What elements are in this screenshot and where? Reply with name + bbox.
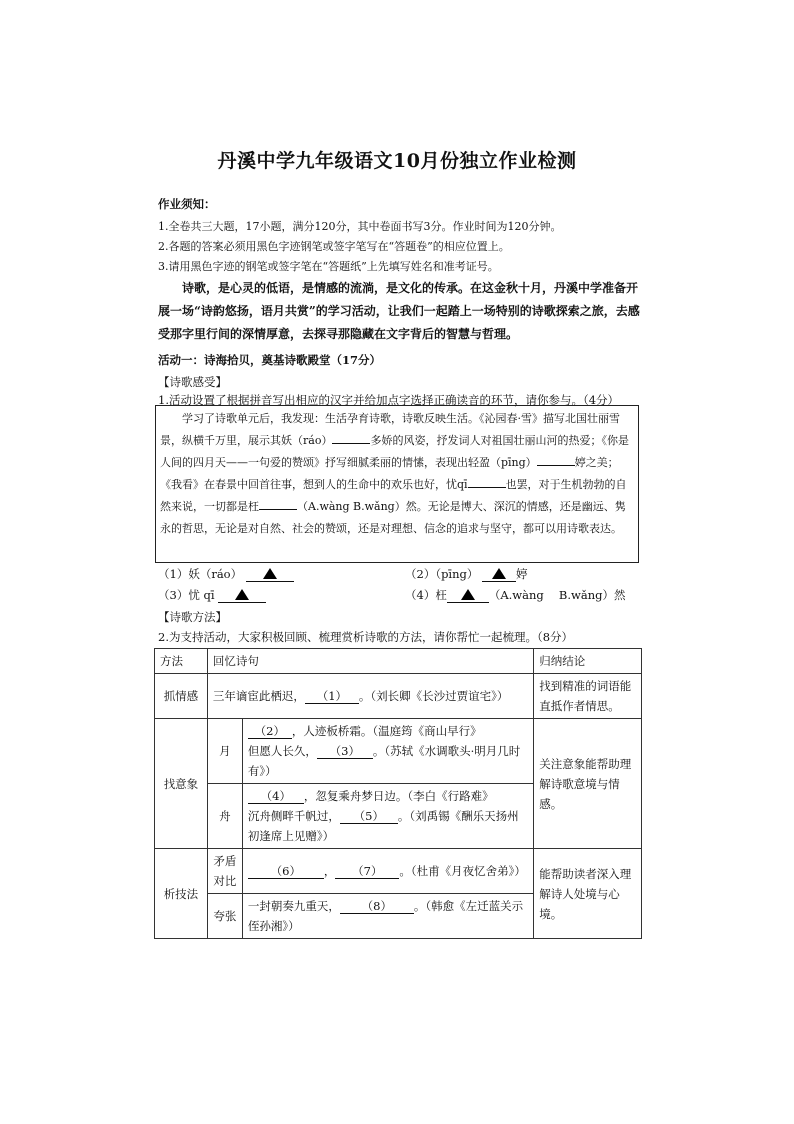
activity-1-heading: 活动一：诗海拾贝，奠基诗歌殿堂（17分） [158,353,382,367]
passage-blank-4 [259,498,297,510]
fill-blank-6[interactable]: （6） [248,865,324,879]
line-text: 沉舟侧畔千帆过， [247,809,340,823]
notice-item-3: 3.请用黑色字迹的钢笔或签字笔在“答题纸”上先填写姓名和准考证号。 [158,260,499,273]
section-heading-feeling: 【诗歌感受】 [158,375,227,389]
table-row [155,719,642,784]
notice-item-1: 1.全卷共三大题，17小题，满分120分，其中卷面书写3分。作业时间为120分钟。 [158,220,562,233]
section-heading-method: 【诗歌方法】 [158,610,227,624]
passage-part-5: （A.wàng B.wǎng）然。无论是博大、深沉的情感，还是幽远、隽永的哲思，无论是对自然、社会的赞颂，还是对理想、信念的追求与坚守，都可以用诗歌表达。 [160,500,626,535]
answer-2 [405,566,528,582]
answer-4-blank[interactable] [447,589,489,603]
answer-2-blank[interactable] [482,568,516,582]
line-text: ， [323,864,336,878]
answer-1-blank[interactable] [246,568,294,582]
line-text: 但愿人长久， [247,744,317,758]
answer-3 [158,587,266,603]
fill-blank-7[interactable]: （7） [335,865,399,879]
table-header-row [155,649,642,674]
sub-label-cell: 舟 [207,784,242,849]
lines-cell [242,719,533,784]
method-cell: 析技法 [155,849,208,939]
line-text: ，忽复乘舟梦日边。（李白《行路难》 [303,789,494,803]
conclusion-cell: 关注意象能帮助理解诗歌意境与情感。 [534,719,642,849]
answer-4-label: （4）枉 [405,588,447,602]
intro-paragraph: 诗歌，是心灵的低语，是情感的流淌，是文化的传承。在这金秋十月，丹溪中学准备开展一场“诗韵悠扬，语月共赏”的学习活动，让我们一起踏上一场特别的诗歌探索之旅，去感受那字里行间的深情厚意，去探寻那隐藏在文字背后的智慧与哲理。 [158,281,640,341]
passage-part-1: 学习了诗歌单元后，我发现：生活孕育诗歌，诗歌反映生活。《沁园春·雪》描写北国壮丽雪景，纵横千万里，展示其妖（ráo） [160,412,620,447]
answer-4-suffix: （A.wàng B.wǎng）然 [488,588,626,602]
passage-part-3: 婷之美；《我看》在春景中回首往事，想到人的生命中的欢乐也好，忧qī [160,456,619,491]
passage-text [160,408,634,540]
sub-label-cell: 月 [207,719,242,784]
fill-blank-8[interactable]: （8） [340,900,414,914]
answer-3-label: （3）忧 qī [158,588,215,602]
method-table [154,648,642,939]
question-2-stem: 2.为支持活动，大家积极回顾、梳理赏析诗歌的方法，请你帮忙一起梳理。（8分） [158,630,574,644]
line-text: 。（韩愈《左迁蓝关示侄孙湘》） [247,899,524,933]
notice-heading: 作业须知： [158,197,216,211]
line-text: 三年谪宦此栖迟， [212,689,305,703]
triangle-icon [235,589,249,600]
line-text: ，人迹板桥霜。（温庭筠《商山早行》 [291,724,482,738]
line-text: 。（苏轼《水调歌头·明月几时有》） [247,744,521,778]
header-conclusion: 归纳结论 [534,649,642,674]
fill-blank-1[interactable]: （1） [305,690,359,704]
page-title: 丹溪中学九年级语文10月份独立作业检测 [217,150,577,172]
method-cell: 找意象 [155,719,208,849]
passage-blank-2 [537,454,575,466]
line-text: 。（刘长卿《长沙过贾谊宅》） [358,689,509,703]
lines-cell [242,894,533,939]
header-method: 方法 [155,649,208,674]
answer-1-label: （1）妖（ráo） [158,567,243,581]
table-row [155,674,642,719]
conclusion-cell: 能帮助读者深入理解诗人处境与心境。 [534,849,642,939]
passage-part-2: 多娇的风姿，抒发词人对祖国壮丽山河的热爱；《你是人间的四月天——一句爱的赞颂》抒写细腻柔丽的情愫，表现出轻盈（pīng） [160,434,629,469]
lines-cell [242,784,533,849]
line-text: 。（杜甫《月夜忆舍弟》） [399,864,526,878]
triangle-icon [461,589,475,600]
answer-2-suffix: 婷 [516,567,528,581]
notice-item-2: 2.各题的答案必须用黑色字迹钢笔或签字笔写在“答题卷”的相应位置上。 [158,240,510,253]
sub-label-cell: 矛盾对比 [207,849,242,894]
table-row [155,849,642,894]
fill-blank-4[interactable]: （4） [248,790,304,804]
line-text: 。（刘禹锡《酬乐天扬州初逢席上见赠》） [247,809,519,843]
answer-4 [405,587,626,603]
passage-blank-3 [468,476,506,488]
lines-cell [242,849,533,894]
question-1-stem: 1.活动设置了根据拼音写出相应的汉字并给加点字选择正确读音的环节，请你参与。（4分） [158,393,620,407]
answer-1 [158,566,294,582]
lines-cell [207,674,533,719]
answer-2-label: （2）（pīng） [405,567,479,581]
conclusion-cell: 找到精准的词语能直抵作者情思。 [534,674,642,719]
fill-blank-5[interactable]: （5） [340,810,398,824]
passage-blank-1 [332,432,370,444]
answer-3-blank[interactable] [218,589,266,603]
header-lines: 回忆诗句 [207,649,533,674]
passage-part-4: 也罢，对于生机勃勃的自然来说，一切都是枉 [160,478,627,513]
triangle-icon [492,568,506,579]
sub-label-cell: 夸张 [207,894,242,939]
line-text: 一封朝奏九重天， [247,899,340,913]
triangle-icon [263,568,277,579]
method-cell: 抓情感 [155,674,208,719]
fill-blank-2[interactable]: （2） [248,725,292,739]
fill-blank-3[interactable]: （3） [317,745,373,759]
